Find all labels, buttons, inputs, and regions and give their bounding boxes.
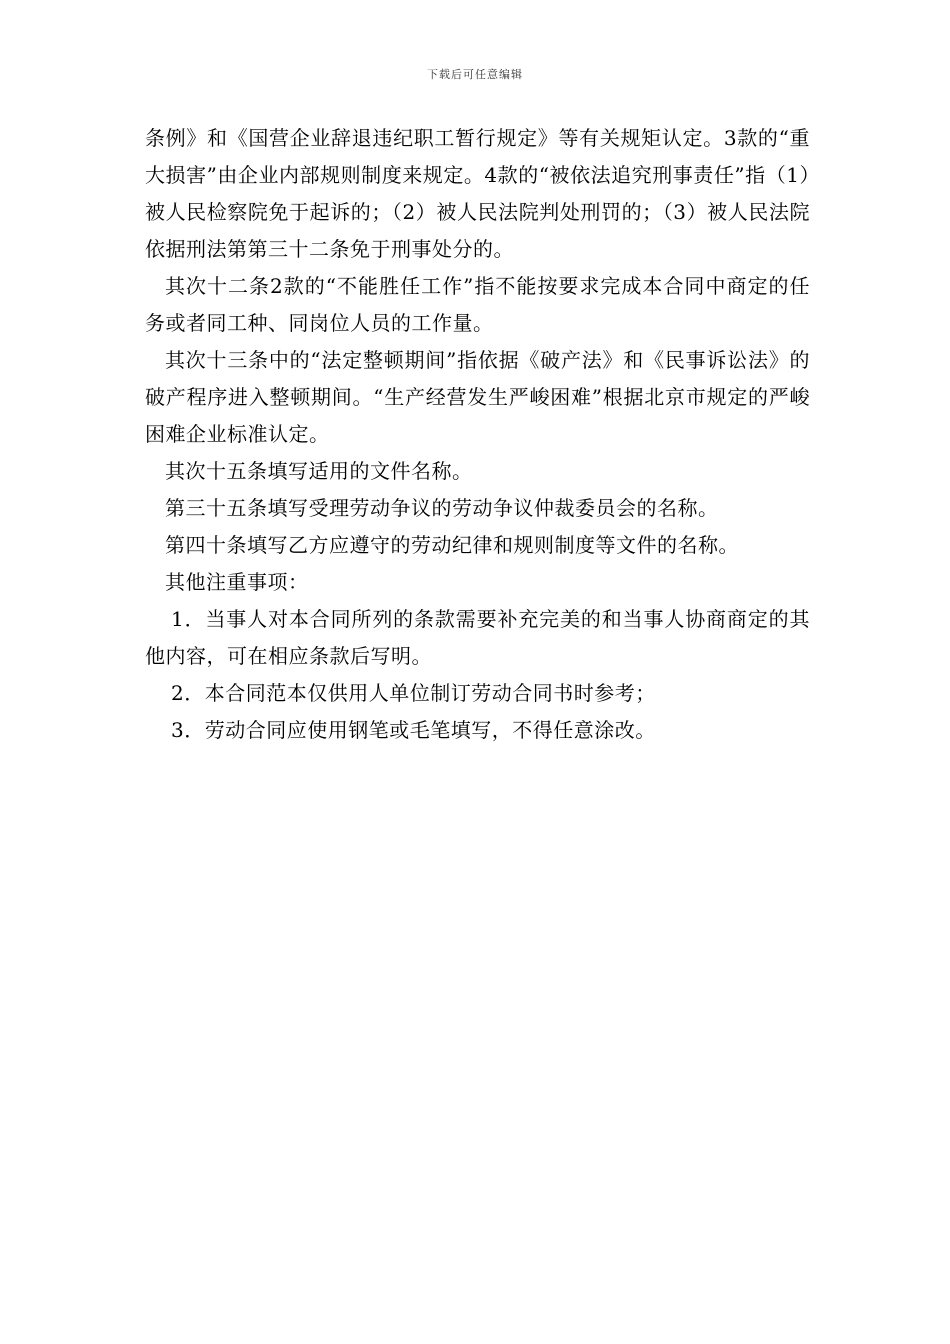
paragraph-article-15: 其次十五条填写适用的文件名称。 xyxy=(165,459,473,483)
paragraph-article-12: 其次十二条2款的“不能胜任工作”指不能按要求完成本合同中商定的任务或者同工种、同岗位人员的工作量。 xyxy=(145,274,810,335)
paragraph-other-notes-heading: 其他注重事项： xyxy=(165,570,309,594)
paragraph-article-continuation: 条例》和《国营企业辞退违纪职工暂行规定》等有关规矩认定。3款的“重大损害”由企业内部规则制度来规定。4款的“被依法追究刑事责任”指（1）被人民检察院免于起诉的；（2）被人民法院判处刑罚的；（3）被人民法院依据刑法第第三十二条免于刑事处分的。 xyxy=(145,126,810,261)
list-item-note-2: 2．本合同范本仅供用人单位制订劳动合同书时参考； xyxy=(171,681,656,705)
document-body xyxy=(145,120,810,749)
paragraph-article-40: 第四十条填写乙方应遵守的劳动纪律和规则制度等文件的名称。 xyxy=(165,533,739,557)
header-note: 下载后可任意编辑 xyxy=(427,68,523,81)
list-item-note-3: 3．劳动合同应使用钢笔或毛笔填写，不得任意涂改。 xyxy=(171,718,656,742)
list-item-note-1: 1．当事人对本合同所列的条款需要补充完美的和当事人协商商定的其他内容，可在相应条款后写明。 xyxy=(145,607,810,668)
paragraph-article-13: 其次十三条中的“法定整顿期间”指依据《破产法》和《民事诉讼法》的破产程序进入整顿期间。“生产经营发生严峻困难”根据北京市规定的严峻困难企业标准认定。 xyxy=(145,348,810,446)
paragraph-article-35: 第三十五条填写受理劳动争议的劳动争议仲裁委员会的名称。 xyxy=(165,496,719,520)
